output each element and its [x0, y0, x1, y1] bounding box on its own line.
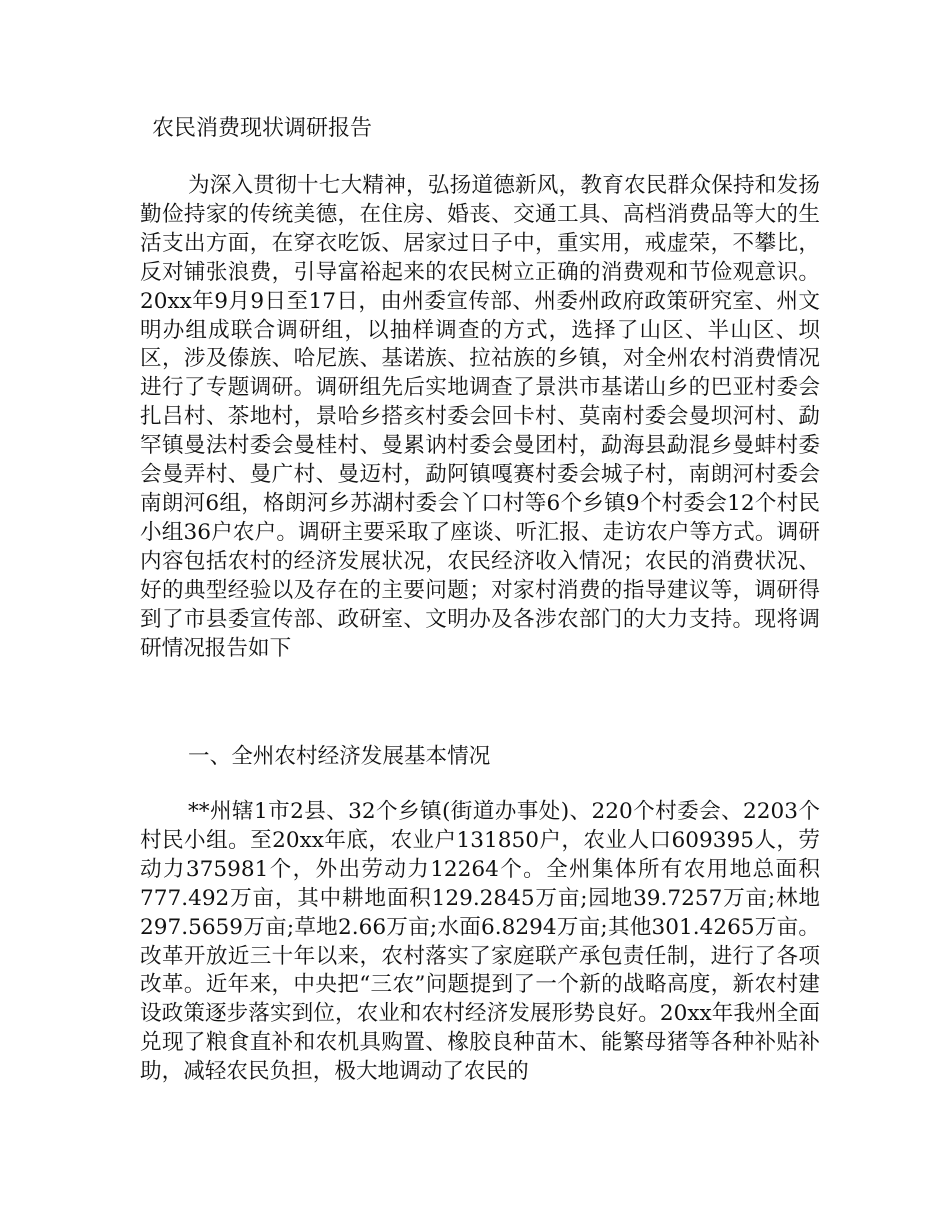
intro-paragraph: 为深入贯彻十七大精神，弘扬道德新风，教育农民群众保持和发扬勤俭持家的传统美德，在住房、婚丧、交通工具、高档消费品等大的生活支出方面，在穿衣吃饭、居家过日子中，重实用，戒虚荣，不攀比，反对铺张浪费，引导富裕起来的农民树立正确的消费观和节俭观意识。20xx年9月9日至17日，由州委宣传部、州委州政府政策研究室、州文明办组成联合调研组，以抽样调查的方式，选择了山区、半山区、坝区，涉及傣族、哈尼族、基诺族、拉祜族的乡镇，对全州农村消费情况进行了专题调研。调研组先后实地调查了景洪市基诺山乡的巴亚村委会扎吕村、茶地村，景哈乡搭亥村委会回卡村、莫南村委会曼坝河村、勐罕镇曼法村委会曼桂村、曼累讷村委会曼团村，勐海县勐混乡曼蚌村委会曼弄村、曼广村、曼迈村，勐阿镇嘎赛村委会城子村，南朗河村委会南朗河6组，格朗河乡苏湖村委会丫口村等6个乡镇9个村委会12个村民小组36户农户。调研主要采取了座谈、听汇报、走访农户等方式。调研内容包括农村的经济发展状况，农民经济收入情况；农民的消费状况、好的典型经验以及存在的主要问题；对家村消费的指导建议等，调研得到了市县委宣传部、政研室、文明办及各涉农部门的大力支持。现将调研情况报告如下: [140, 173, 820, 661]
section-1-paragraph: **州辖1市2县、32个乡镇(街道办事处)、220个村委会、2203个村民小组。至20xx年底，农业户131850户，农业人口609395人，劳动力375981个，外出劳动力12264个。全州集体所有农用地总面积777.492万亩，其中耕地面积129.2845万亩;园地39.7257万亩;林地297.5659万亩;草地2.66万亩;水面6.8294万亩;其他301.4265万亩。改革开放近三十年以来，农村落实了家庭联产承包责任制，进行了各项改革。近年来，中央把“三农”问题提到了一个新的战略高度，新农村建设政策逐步落实到位，农业和农村经济发展形势良好。20xx年我州全面兑现了粮食直补和农机具购置、橡胶良种苗木、能繁母猪等各种补贴补助，减轻农民负担，极大地调动了农民的: [140, 799, 820, 1085]
section-heading-1: 一、全州农村经济发展基本情况: [188, 744, 491, 769]
document-title: 农民消费现状调研报告: [152, 116, 373, 141]
